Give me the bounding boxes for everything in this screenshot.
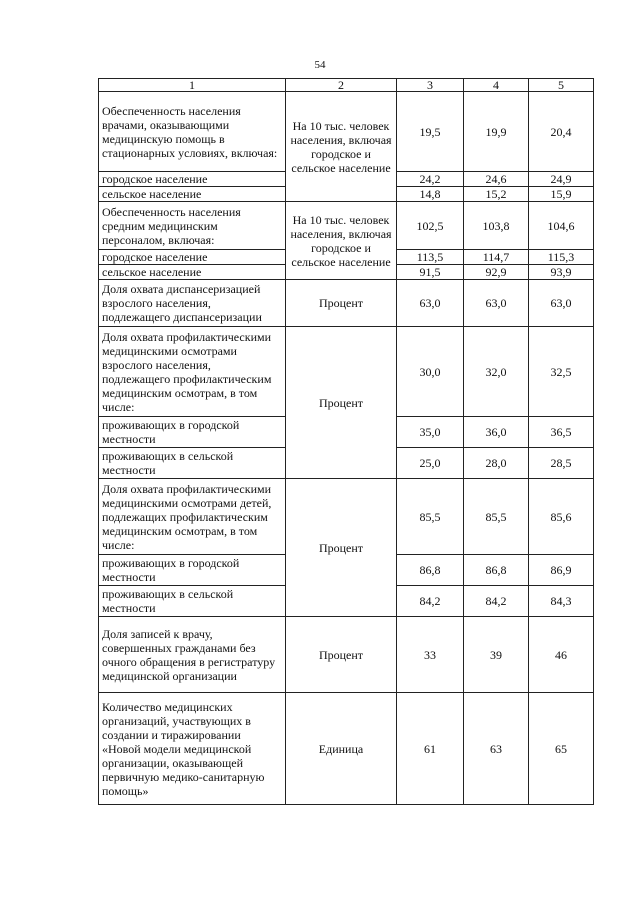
value-cell: 24,6 — [464, 172, 529, 187]
value-cell: 63,0 — [397, 280, 464, 327]
indicator-cell: сельское население — [99, 187, 286, 202]
value-cell: 28,5 — [529, 448, 594, 479]
table-row — [99, 617, 594, 693]
table-row — [99, 202, 594, 250]
value-cell: 84,2 — [464, 586, 529, 617]
value-cell: 28,0 — [464, 448, 529, 479]
value-cell: 39 — [464, 617, 529, 693]
indicator-cell: проживающих в городской местности — [99, 417, 286, 448]
value-cell: 113,5 — [397, 250, 464, 265]
value-cell: 35,0 — [397, 417, 464, 448]
value-cell: 114,7 — [464, 250, 529, 265]
value-cell: 14,8 — [397, 187, 464, 202]
value-cell: 85,5 — [464, 479, 529, 555]
value-cell: 25,0 — [397, 448, 464, 479]
value-cell: 91,5 — [397, 265, 464, 280]
indicator-cell: Доля охвата диспансеризацией взрослого населения, подлежащего диспансеризации — [99, 280, 286, 327]
value-cell: 46 — [529, 617, 594, 693]
value-cell: 92,9 — [464, 265, 529, 280]
indicator-cell: проживающих в городской местности — [99, 555, 286, 586]
unit-cell: Процент — [286, 280, 397, 327]
value-cell: 63,0 — [464, 280, 529, 327]
indicator-cell: городское население — [99, 172, 286, 187]
value-cell: 15,2 — [464, 187, 529, 202]
value-cell: 85,5 — [397, 479, 464, 555]
value-cell: 86,8 — [464, 555, 529, 586]
indicator-cell: проживающих в сельской местности — [99, 448, 286, 479]
value-cell: 24,9 — [529, 172, 594, 187]
column-header: 5 — [529, 79, 594, 92]
indicator-cell: сельское население — [99, 265, 286, 280]
indicator-cell: Доля записей к врачу, совершенных гражданами без очного обращения в регистратуру медицинской организации — [99, 617, 286, 693]
table-row — [99, 479, 594, 555]
value-cell: 32,5 — [529, 327, 594, 417]
value-cell: 19,9 — [464, 92, 529, 172]
page-number: 54 — [314, 59, 326, 71]
indicator-cell: Доля охвата профилактическими медицинскими осмотрами взрослого населения, подлежащего профилактическим медицинским осмотрам, в том числе: — [99, 327, 286, 417]
value-cell: 33 — [397, 617, 464, 693]
value-cell: 86,9 — [529, 555, 594, 586]
value-cell: 84,3 — [529, 586, 594, 617]
indicator-cell: Доля охвата профилактическими медицинскими осмотрами детей, подлежащих профилактическим медицинским осмотрам, в том числе: — [99, 479, 286, 555]
table-row — [99, 693, 594, 805]
unit-cell: Процент — [286, 617, 397, 693]
column-header: 4 — [464, 79, 529, 92]
unit-cell: Процент — [286, 327, 397, 479]
value-cell: 65 — [529, 693, 594, 805]
table-row — [99, 280, 594, 327]
value-cell: 36,5 — [529, 417, 594, 448]
table-header-row — [99, 79, 594, 92]
column-header: 3 — [397, 79, 464, 92]
value-cell: 102,5 — [397, 202, 464, 250]
value-cell: 20,4 — [529, 92, 594, 172]
unit-cell: На 10 тыс. человек населения, включая городское и сельское население — [286, 202, 397, 280]
value-cell: 24,2 — [397, 172, 464, 187]
value-cell: 63 — [464, 693, 529, 805]
value-cell: 19,5 — [397, 92, 464, 172]
value-cell: 30,0 — [397, 327, 464, 417]
table-row — [99, 92, 594, 172]
indicator-cell: проживающих в сельской местности — [99, 586, 286, 617]
unit-cell: Единица — [286, 693, 397, 805]
indicators-table — [98, 78, 594, 805]
column-header: 2 — [286, 79, 397, 92]
value-cell: 85,6 — [529, 479, 594, 555]
unit-cell: Процент — [286, 479, 397, 617]
value-cell: 115,3 — [529, 250, 594, 265]
value-cell: 61 — [397, 693, 464, 805]
indicator-cell: Количество медицинских организаций, участвующих в создании и тиражировании «Новой модели медицинской организации, оказывающей первичную медико-санитарную помощь» — [99, 693, 286, 805]
value-cell: 15,9 — [529, 187, 594, 202]
column-header: 1 — [99, 79, 286, 92]
indicator-cell: Обеспеченность населения средним медицинским персоналом, включая: — [99, 202, 286, 250]
table-row — [99, 327, 594, 417]
indicator-cell: Обеспеченность населения врачами, оказывающими медицинскую помощь в стационарных условиях, включая: — [99, 92, 286, 172]
unit-cell: На 10 тыс. человек населения, включая городское и сельское население — [286, 92, 397, 202]
value-cell: 93,9 — [529, 265, 594, 280]
value-cell: 103,8 — [464, 202, 529, 250]
value-cell: 86,8 — [397, 555, 464, 586]
value-cell: 32,0 — [464, 327, 529, 417]
value-cell: 36,0 — [464, 417, 529, 448]
value-cell: 104,6 — [529, 202, 594, 250]
indicator-cell: городское население — [99, 250, 286, 265]
value-cell: 63,0 — [529, 280, 594, 327]
value-cell: 84,2 — [397, 586, 464, 617]
